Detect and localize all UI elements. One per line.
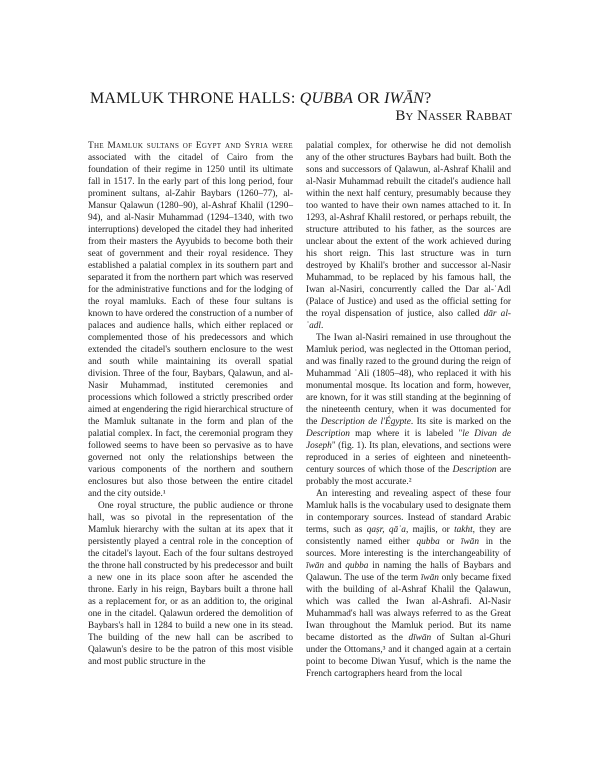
r3a: An interesting and revealing aspect of these four Mamluk halls is the vocabulary used to designate them in contemporary sources. Instead of standard Arabic terms, such as — [306, 489, 511, 535]
right-p1-end: . — [320, 321, 324, 331]
opening-words: The Mamluk sultans of Egypt and Syria were — [88, 141, 293, 151]
left-column — [88, 140, 293, 668]
right-p1-italic: dār al-ʿadl — [306, 309, 511, 331]
title-qubba: QUBBA — [299, 90, 354, 107]
r3f: and — [324, 561, 346, 571]
r3c: , they are consistently named either — [306, 525, 511, 547]
r3-it5: īwān — [306, 561, 325, 571]
r3-it4: īwān — [460, 537, 479, 547]
left-p1-text: associated with the citadel of Cairo from the foundation of their regime in 1250 until its ultimate fall in 1517. In the early part of this long period, four prominent sultans, al-Zahir Baybars (1260–77), al-Mansur Qalawun (1280–90), al-Ashraf Khalil (1290–94), and al-Nasir Muhammad (1294–1340, with two interruptions) developed the citadel they had inherited from their masters the Ayyubids to become both their seat of government and their royal residence. They established a palatial complex in its southern part and separated it from the northern part which was reserved for the administrative functions and for the lodging of the royal mamluks. Each of these four sultans is known to have ordered the construction of a number of palaces and audience halls, which either replaced or complemented those of his predecessors and which extended the citadel's southern enclosure to the west and south while maintaining its overall spatial division. Three of the four, Baybars, Qalawun, and al-Nasir Muhammad, instituted ceremonies and processions which followed a strictly prescribed order aimed at engendering the rigid hierarchical structure of the Mamluk sultanate in the form and plan of the palatial complex. In fact, the ceremonial program they followed seems to have been so pervasive as to have governed not only the relationships between the various components of the northern and southern enclosures but also those between the entire citadel and the city outside.¹ — [88, 153, 293, 499]
r2d: " (fig. 1). Its plan, elevations, and sections were reproduced in a series of eighteen and nineteenth-century sources of which those of the — [306, 441, 511, 475]
article-title — [90, 90, 431, 108]
left-paragraph-1 — [88, 140, 293, 500]
right-p1-text: palatial complex, for otherwise he did not demolish any of the other structures Baybars had built. Both the sons and successors of Qalawun, al-Ashraf Khalil and al-Nasir Muhammad rebuilt the citadel's audience hall within the next half century, presumably because they too wanted to have their own names attached to it. In 1293, al-Ashraf Khalil restored, or perhaps rebuilt, the structure attributed to his father, as the sources are unclear about the extent of the work achieved during his short reign. This last structure was in turn destroyed by Khalil's brother and successor al-Nasir Muhammad, to be replaced by his famous hall, the Iwan al-Nasiri, concurrently called the Dar al-ʿAdl (Palace of Justice) and used as the official setting for the royal dispensation of justice, also called — [306, 141, 511, 319]
title-main: MAMLUK THRONE HALLS: — [90, 90, 300, 107]
right-paragraph-3 — [306, 488, 511, 680]
r2-it1: Description de l'Égypte — [320, 417, 411, 427]
title-or: OR — [353, 90, 385, 107]
title-iwan: IWĀN — [384, 90, 425, 107]
r2b: . Its site is marked on the — [410, 417, 511, 427]
title-end: ? — [424, 90, 432, 107]
r2c: map where it is labeled " — [349, 429, 463, 439]
r3-it8: dīwān — [408, 633, 432, 643]
r3e: in the sources. More interesting is the interchangeability of — [306, 537, 511, 559]
r3-it2: takht — [454, 525, 473, 535]
r2-it3: le Divan de Joseph — [306, 429, 511, 451]
r2a: The Iwan al-Nasiri remained in use throughout the Mamluk period, was neglected in the Ottoman period, and was finally razed to the ground during the reign of Muhammad ʿAli (1805–48), who replaced it with his monumental mosque. Its location and form, however, are known, for it was still standing at the beginning of the nineteenth century, when it was documented for the — [306, 333, 511, 427]
r3d: or — [439, 537, 461, 547]
right-paragraph-2 — [306, 332, 511, 488]
r3-it3: qubba — [416, 537, 440, 547]
right-column — [306, 140, 511, 680]
left-paragraph-2: One royal structure, the public audience or throne hall, was so pivotal in the representation of the Mamluk hierarchy with the sultan at its apex that it persistently played a central role in the conception of the citadel's layout. Each of the four sultans destroyed the throne hall constructed by his predecessor and built a new one in its place soon after he ascended the throne. Early in his reign, Baybars built a throne hall as a replacement for, or as an addition to, the original one in the citadel. Qalawun ordered the demolition of Baybars's hall in 1284 to build a new one in its stead. The building of the new hall can be ascribed to Qalawun's desire to be the patron of this most visible and most public structure in the — [88, 501, 293, 667]
r3-it1: qaṣr, qāʿa — [366, 525, 406, 535]
r3b: , majlis, or — [405, 525, 455, 535]
r3h: only became fixed with the building of al-Ashraf Khalil the Qalawun, which was called the Iwan al-Ashrafi. Al-Nasir Muhammad's hall was always referred to as the Great Iwan throughout the Mamluk period. But its name became distorted as the — [306, 573, 511, 643]
r3g: in naming the halls of Baybars and Qalawun. The use of the term — [306, 561, 511, 583]
right-paragraph-1 — [306, 140, 511, 332]
r3-it7: īwān — [420, 573, 439, 583]
r3i: of Sultan al-Ghuri under the Ottomans,³ and it changed again at a certain point to become Diwan Yusuf, which is the name the French cartographers heard from the local — [306, 633, 511, 679]
r2-it4: Description — [452, 465, 497, 475]
r3-it6: qubba — [345, 561, 369, 571]
r2e: are probably the most accurate.² — [306, 465, 511, 487]
r2-it2: Description — [306, 429, 350, 439]
article-author: By Nasser Rabbat — [395, 108, 512, 124]
